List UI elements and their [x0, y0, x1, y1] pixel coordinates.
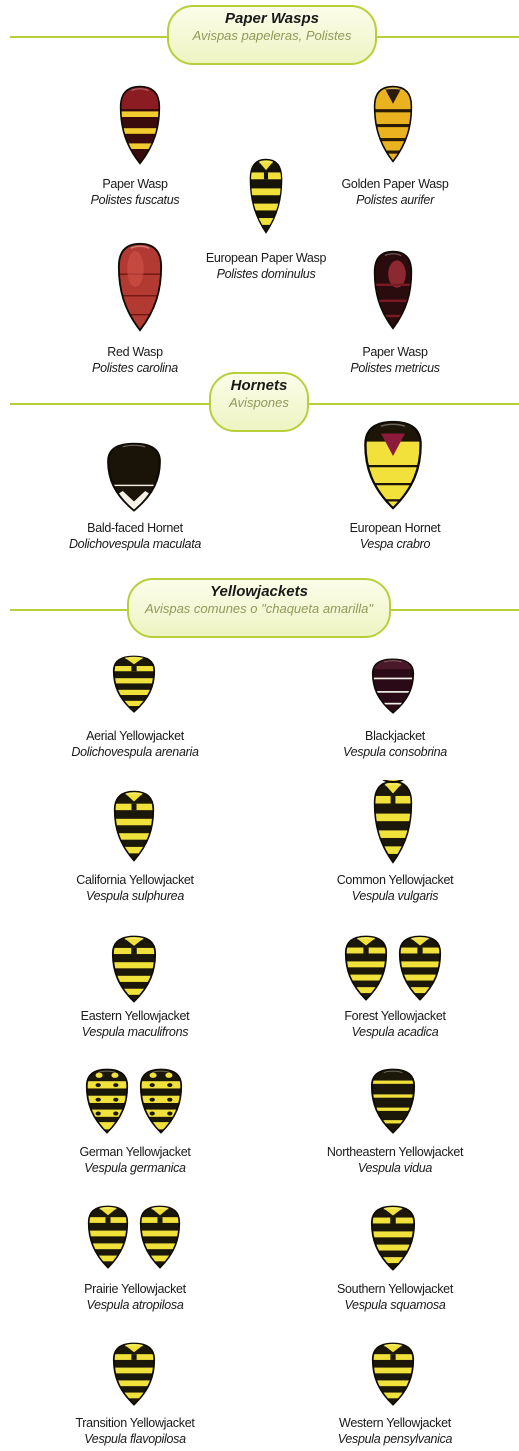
- wasp-abdomen-sulphurea: [113, 790, 155, 862]
- wasp-abdomen-acadica: [344, 935, 442, 1001]
- wasp-abdomen-fuscatus: [119, 85, 161, 165]
- scientific-name: Vespula flavopilosa: [84, 1432, 186, 1446]
- common-name: Transition Yellowjacket: [75, 1416, 195, 1430]
- common-name: Eastern Yellowjacket: [80, 1009, 190, 1023]
- scientific-name: Vespula acadica: [351, 1025, 439, 1039]
- wasp-abdomen-vidua: [370, 1068, 416, 1134]
- species-caption: [15, 872, 255, 904]
- section-title: Yellowjackets: [210, 583, 308, 600]
- species-caption: [275, 1415, 515, 1447]
- scientific-name: Polistes fuscatus: [90, 193, 180, 207]
- scientific-name: Dolichovespula maculata: [68, 537, 202, 551]
- common-name: Southern Yellowjacket: [336, 1282, 453, 1296]
- section-header-paper-wasps: [167, 5, 377, 65]
- common-name: Western Yellowjacket: [339, 1416, 451, 1430]
- common-name: European Hornet: [349, 521, 441, 535]
- common-name: Paper Wasp: [102, 177, 168, 191]
- section-subtitle: Avispas comunes o "chaqueta amarilla": [145, 601, 373, 616]
- common-name: Red Wasp: [107, 345, 163, 359]
- scientific-name: Vespula maculifrons: [81, 1025, 189, 1039]
- scientific-name: Vespula consobrina: [343, 745, 447, 759]
- common-name: European Paper Wasp: [205, 251, 327, 265]
- species-caption: [15, 728, 255, 760]
- species-caption: [15, 1415, 255, 1447]
- section-title: Paper Wasps: [225, 10, 319, 27]
- wasp-abdomen-maculifrons: [111, 935, 157, 1003]
- common-name: Northeastern Yellowjacket: [326, 1145, 464, 1159]
- common-name: German Yellowjacket: [79, 1145, 191, 1159]
- species-caption: [275, 1281, 515, 1313]
- scientific-name: Vespula atropilosa: [86, 1298, 184, 1312]
- species-caption: [15, 1281, 255, 1313]
- common-name: California Yellowjacket: [76, 873, 194, 887]
- wasp-abdomen-atropilosa: [87, 1205, 181, 1269]
- species-caption: [275, 728, 515, 760]
- species-caption: [15, 1008, 255, 1040]
- species-caption: [275, 176, 515, 208]
- common-name: Aerial Yellowjacket: [86, 729, 184, 743]
- species-caption: [15, 520, 255, 552]
- species-caption: [275, 1144, 515, 1176]
- scientific-name: Polistes metricus: [350, 361, 440, 375]
- section-subtitle: Avispas papeleras, Polistes: [192, 28, 352, 43]
- scientific-name: Polistes dominulus: [216, 267, 316, 281]
- section-header-hornets: [209, 372, 309, 432]
- wasp-abdomen-crabro: [363, 420, 423, 510]
- section-subtitle: Avispones: [229, 395, 289, 410]
- common-name: Common Yellowjacket: [336, 873, 454, 887]
- species-caption: [15, 1144, 255, 1176]
- scientific-name: Dolichovespula arenaria: [71, 745, 199, 759]
- scientific-name: Vespa crabro: [359, 537, 431, 551]
- scientific-name: Vespula squamosa: [344, 1298, 446, 1312]
- wasp-abdomen-germanica: [85, 1068, 183, 1134]
- common-name: Golden Paper Wasp: [341, 177, 449, 191]
- wasp-abdomen-arenaria: [112, 655, 156, 713]
- wasp-abdomen-consobrina: [371, 658, 415, 714]
- scientific-name: Vespula vulgaris: [351, 889, 439, 903]
- species-caption: [146, 250, 386, 282]
- wasp-abdomen-squamosa: [370, 1205, 416, 1271]
- species-caption: [275, 344, 515, 376]
- wasp-abdomen-flavopilosa: [112, 1342, 156, 1406]
- scientific-name: Polistes carolina: [92, 361, 178, 375]
- section-header-yellowjackets: [127, 578, 391, 638]
- common-name: Bald-faced Hornet: [87, 521, 183, 535]
- common-name: Prairie Yellowjacket: [84, 1282, 186, 1296]
- wasp-abdomen-maculata: [106, 442, 162, 512]
- wasp-abdomen-carolina: [117, 242, 163, 332]
- species-caption: [15, 176, 255, 208]
- wasp-abdomen-aurifer: [373, 85, 413, 163]
- section-title: Hornets: [230, 377, 288, 394]
- wasp-abdomen-metricus: [373, 250, 413, 330]
- common-name: Forest Yellowjacket: [344, 1009, 446, 1023]
- scientific-name: Vespula sulphurea: [86, 889, 184, 903]
- common-name: Blackjacket: [365, 729, 425, 743]
- species-caption: [15, 344, 255, 376]
- species-caption: [275, 520, 515, 552]
- wasp-abdomen-dominulus: [249, 158, 283, 234]
- scientific-name: Polistes aurifer: [356, 193, 434, 207]
- species-caption: [275, 872, 515, 904]
- scientific-name: Vespula vidua: [357, 1161, 433, 1175]
- scientific-name: Vespula pensylvanica: [337, 1432, 453, 1446]
- wasp-abdomen-vulgaris: [373, 780, 413, 864]
- scientific-name: Vespula germanica: [84, 1161, 186, 1175]
- species-caption: [275, 1008, 515, 1040]
- wasp-abdomen-pensylvanica: [371, 1342, 415, 1406]
- common-name: Paper Wasp: [362, 345, 428, 359]
